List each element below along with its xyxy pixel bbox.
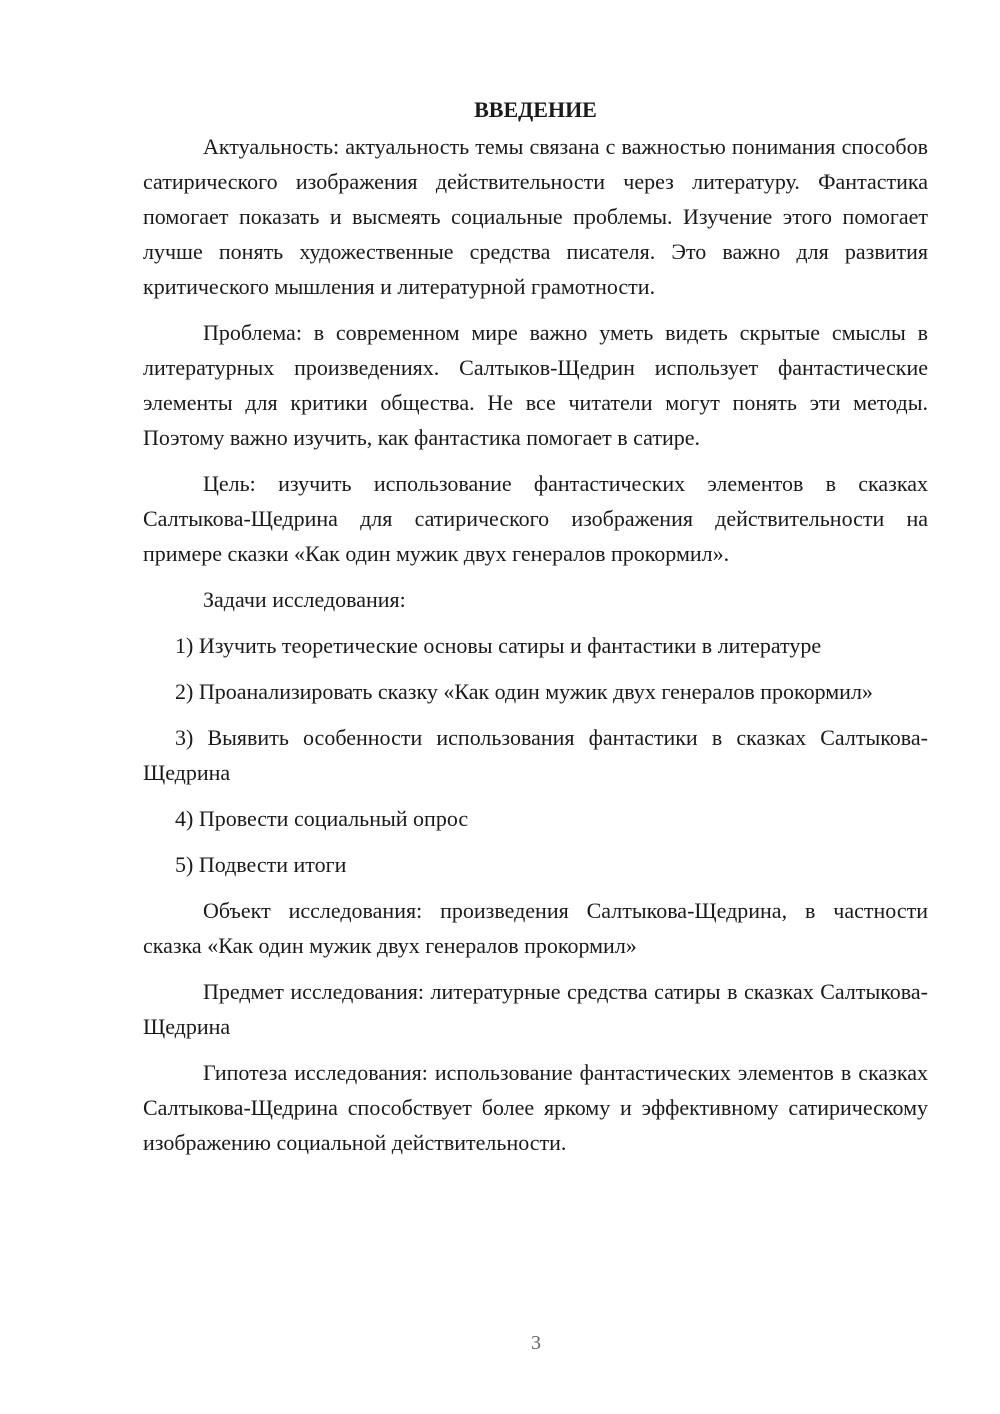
relevance-paragraph: Актуальность: актуальность темы связана с важностью понимания способов сатирического изображения действительности через литературу. Фантастика помогает показать и высмеять социальные проблемы. Изучение этого помогает лучше понять художественные средства писателя. Это важно для развития критического мышления и литературной грамотности.: [143, 134, 928, 299]
task-item-5: 5) Подвести итоги: [175, 852, 347, 877]
problem-paragraph: Проблема: в современном мире важно уметь видеть скрытые смыслы в литературных произведениях. Салтыков-Щедрин использует фантастические элементы для критики общества. Не все читатели могут понять эти методы. Поэтому важно изучить, как фантастика помогает в сатире.: [143, 320, 928, 450]
tasks-title: Задачи исследования:: [203, 587, 406, 612]
task-item-4: 4) Провести социальный опрос: [175, 806, 469, 831]
subject-paragraph: Предмет исследования: литературные средства сатиры в сказках Салтыкова-Щедрина: [143, 979, 928, 1039]
task-item-2: 2) Проанализировать сказку «Как один мужик двух генералов прокормил»: [175, 679, 873, 704]
goal-paragraph: Цель: изучить использование фантастических элементов в сказках Салтыкова-Щедрина для сатирического изображения действительности на примере сказки «Как один мужик двух генералов прокормил».: [143, 471, 928, 566]
page-number: 3: [531, 1332, 541, 1354]
object-paragraph: Объект исследования: произведения Салтыкова-Щедрина, в частности сказка «Как один мужик двух генералов прокормил»: [143, 898, 928, 958]
task-item-1: 1) Изучить теоретические основы сатиры и фантастики в литературе: [175, 633, 822, 658]
hypothesis-paragraph: Гипотеза исследования: использование фантастических элементов в сказках Салтыкова-Щедрина способствует более яркому и эффективному сатирическому изображению социальной действительности.: [143, 1060, 928, 1155]
task-item-3: 3) Выявить особенности использования фантастики в сказках Салтыкова-Щедрина: [143, 725, 928, 785]
section-heading: ВВЕДЕНИЕ: [474, 97, 597, 122]
document-page: [143, 92, 928, 1171]
